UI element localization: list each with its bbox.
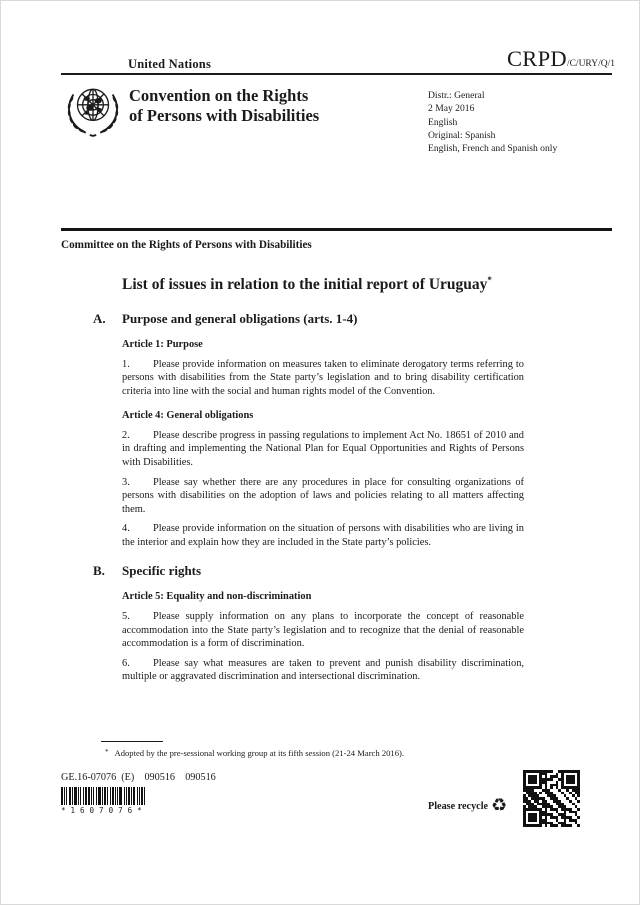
section-divider-rule — [61, 228, 612, 231]
paragraph-number: 6. — [122, 657, 130, 669]
paragraph-number: 5. — [122, 611, 130, 623]
paragraph — [122, 476, 524, 516]
section-heading-a — [93, 311, 524, 327]
page-title — [122, 270, 524, 295]
section-label: B. — [93, 563, 105, 579]
qr-code-image — [523, 770, 580, 827]
paragraph — [122, 429, 524, 469]
document-symbol — [507, 46, 615, 72]
convention-title-line2: of Persons with Disabilities — [129, 105, 320, 125]
paragraph-text: Please say whether there are any procedures in place for consulting organizations of persons with disabilities on the adoption of laws and policies relating to all matters affecting them. — [122, 476, 524, 515]
committee-heading: Committee on the Rights of Persons with Disabilities — [61, 239, 312, 251]
paragraph-text: Please describe progress in passing regulations to implement Act No. 18651 of 2010 and in drafting and implementing the National Plan for Equal Opportunities and Rights of Persons with Disabilities. — [122, 430, 524, 468]
article-heading: Article 1: Purpose — [122, 339, 203, 350]
document-symbol-sub: /C/URY/Q/1 — [566, 59, 615, 69]
convention-title — [129, 86, 319, 125]
page-title-text: List of issues in relation to the initial report of Uruguay — [122, 276, 488, 293]
recycle-label: Please recycle — [428, 800, 489, 812]
un-emblem-icon — [62, 81, 124, 139]
paragraph-number: 2. — [122, 430, 130, 442]
ge-reference: GE.16-07076 (E) 090516 090516 — [61, 772, 216, 783]
distr-line: Distr.: General — [428, 90, 485, 101]
masthead-rule — [61, 73, 612, 75]
paragraph-text: Please supply information on any plans to incorporate the concept of reasonable accommodation into the State party’s legislation and to recognize that the denial of reasonable accommodation is a form of discrimination. — [122, 611, 524, 649]
footnote-text: Adopted by the pre-sessional working group at its fifth session (21-24 March 2016). — [114, 748, 405, 758]
paragraph — [122, 657, 524, 684]
document-symbol-main: CRPD — [506, 46, 567, 71]
paragraph-text: Please provide information on the situation of persons with disabilities who are living in the interior and explain how they are included in the State party’s policies. — [122, 523, 524, 548]
barcode-image — [61, 787, 167, 805]
paragraph — [122, 610, 524, 650]
paragraph-text: Please provide information on measures taken to eliminate derogatory terms referring to persons with disabilities from the State party’s legislation and to bring disability certification criteria into line with the social and human rights model of the Convention. — [122, 358, 524, 397]
article-heading: Article 5: Equality and non-discrimination — [122, 591, 312, 603]
united-nations-label: United Nations — [128, 57, 212, 71]
document-body — [93, 270, 524, 684]
section-heading-text: Purpose and general obligations (arts. 1-4) — [122, 311, 358, 326]
section-heading-text: Specific rights — [122, 563, 202, 579]
original-language-line: Original: Spanish — [428, 129, 496, 141]
distribution-block — [428, 89, 557, 155]
date-line: 2 May 2016 — [428, 103, 475, 115]
language-line: English — [428, 116, 458, 128]
paragraph — [122, 522, 524, 549]
paragraph — [122, 358, 524, 398]
recycle-icon: ♻ — [491, 795, 508, 816]
barcode-digits: *1607076* — [61, 806, 147, 815]
footnote-rule — [101, 741, 163, 742]
section-label: A. — [93, 311, 106, 326]
article-heading: Article 4: General obligations — [122, 410, 254, 422]
title-footnote-marker: * — [487, 275, 492, 285]
paragraph-number: 4. — [122, 523, 130, 535]
recycle-note — [428, 795, 507, 817]
paragraph-text: Please say what measures are taken to prevent and punish disability discrimination, multiple or aggravated discrimination and intersectional discrimination. — [122, 657, 524, 683]
languages-note-line: English, French and Spanish only — [428, 143, 558, 155]
paragraph-number: 1. — [122, 358, 130, 370]
section-heading-b — [93, 563, 524, 579]
paragraph-number: 3. — [122, 476, 130, 488]
footnote — [105, 747, 525, 759]
footnote-marker: * — [105, 748, 109, 756]
convention-title-line1: Convention on the Rights — [129, 86, 309, 105]
